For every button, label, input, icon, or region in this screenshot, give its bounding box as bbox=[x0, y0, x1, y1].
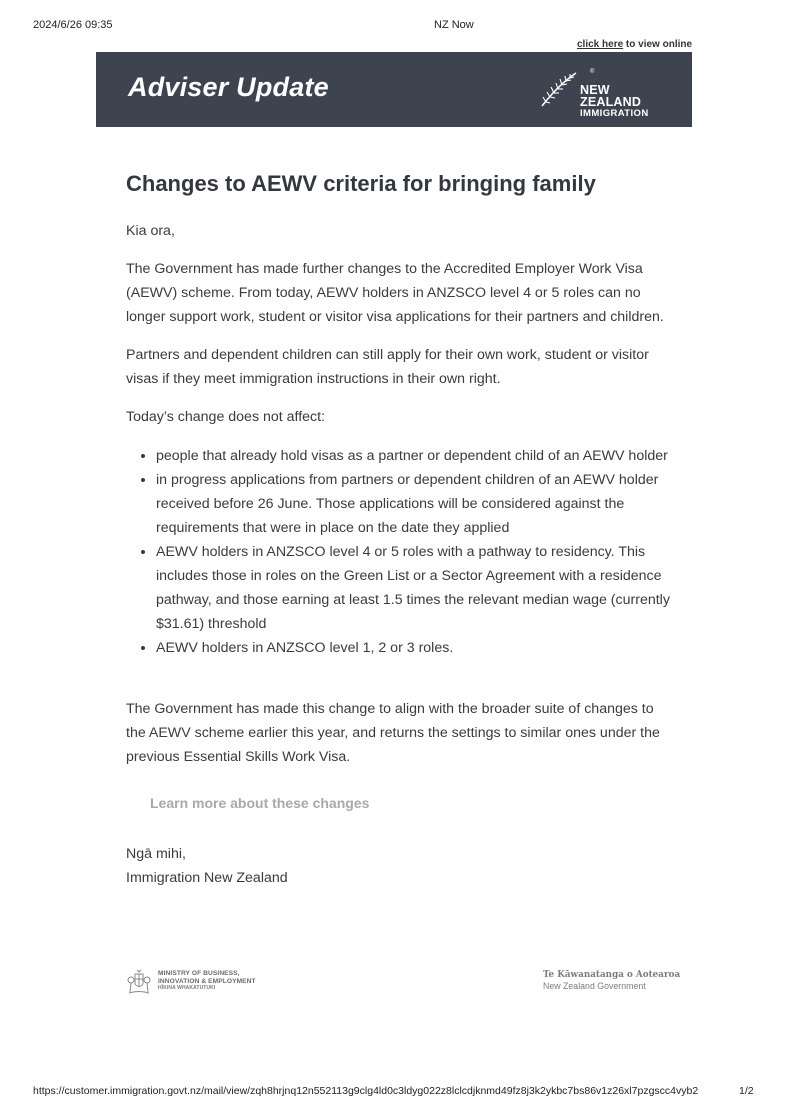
article-headline: Changes to AEWV criteria for bringing family bbox=[126, 171, 596, 196]
logo-line-immigration: IMMIGRATION bbox=[580, 108, 649, 119]
print-datetime: 2024/6/26 09:35 bbox=[33, 19, 113, 31]
greeting: Kia ora, bbox=[126, 223, 175, 239]
list-item: • AEWV holders in ANZSCO level 4 or 5 roles with a pathway to residency. This includes those in roles on the Green List or a Sector Agreement with a residence pathway, and those earning at least 1.5 times the relevant median wage (currently $31.61) threshold bbox=[156, 540, 674, 636]
immigration-nz-logo bbox=[540, 68, 670, 119]
nzgov-english: New Zealand Government bbox=[543, 981, 646, 991]
mbie-line2: INNOVATION & EMPLOYMENT bbox=[158, 977, 256, 985]
print-page-title: NZ Now bbox=[434, 19, 474, 31]
view-online-line bbox=[577, 39, 692, 50]
view-online-link[interactable]: click here bbox=[577, 39, 624, 50]
mbie-line3: HĪKINA WHAKATUTUKI bbox=[158, 985, 216, 991]
banner-title: Adviser Update bbox=[128, 72, 329, 102]
silver-fern-icon bbox=[540, 70, 578, 108]
coat-of-arms-icon bbox=[125, 968, 153, 996]
paragraph-changes: The Government has made further changes to the Accredited Employer Work Visa (AEWV) scheme. From today, AEWV holders in ANZSCO level 4 or 5 roles can no longer support work, student or visitor visa applications for their partners and children. bbox=[126, 261, 664, 325]
list-item: • people that already hold visas as a partner or dependent child of an AEWV holder bbox=[156, 444, 674, 468]
signoff-greeting: Ngā mihi, bbox=[126, 846, 186, 862]
print-page-number: 1/2 bbox=[739, 1085, 754, 1097]
signoff-name: Immigration New Zealand bbox=[126, 870, 288, 886]
mbie-line1: MINISTRY OF BUSINESS, bbox=[158, 970, 240, 977]
list-item: • in progress applications from partners or dependent children of an AEWV holder received before 26 June. Those applications will be considered against the requirements that were in place on the date they applied bbox=[156, 468, 674, 540]
logo-wordmark bbox=[580, 84, 670, 120]
print-footer-url: https://customer.immigration.govt.nz/mail/view/zqh8hrjnq12n552113g9clg4ld0c3ldyg022z8lclcdjknmd49fz8j3k2ykbc7bs86v1z26xl7pzgscc4vyb2 bbox=[33, 1085, 699, 1097]
view-online-suffix: to view online bbox=[623, 39, 693, 50]
mbie-wordmark bbox=[158, 970, 256, 993]
not-affected-list bbox=[126, 444, 674, 660]
paragraph-not-affected: Today’s change does not affect: bbox=[126, 409, 326, 425]
logo-line-new-zealand: NEW ZEALAND bbox=[580, 83, 642, 109]
paragraph-partners: Partners and dependent children can still apply for their own work, student or visitor visas if they meet immigration instructions in their own right. bbox=[126, 347, 649, 387]
nz-government-logo bbox=[543, 970, 680, 991]
list-item: • AEWV holders in ANZSCO level 1, 2 or 3 roles. bbox=[156, 636, 674, 660]
learn-more-link[interactable]: Learn more about these changes bbox=[150, 795, 370, 811]
adviser-update-banner bbox=[96, 52, 692, 127]
mbie-logo bbox=[125, 968, 275, 996]
paragraph-alignment: The Government has made this change to align with the broader suite of changes to the AEWV scheme earlier this year, and returns the settings to similar ones under the previous Essential Skills Work Visa. bbox=[126, 701, 660, 765]
nzgov-maori: Te Kāwanatanga o Aotearoa bbox=[543, 970, 681, 980]
registered-mark: ® bbox=[590, 69, 595, 75]
